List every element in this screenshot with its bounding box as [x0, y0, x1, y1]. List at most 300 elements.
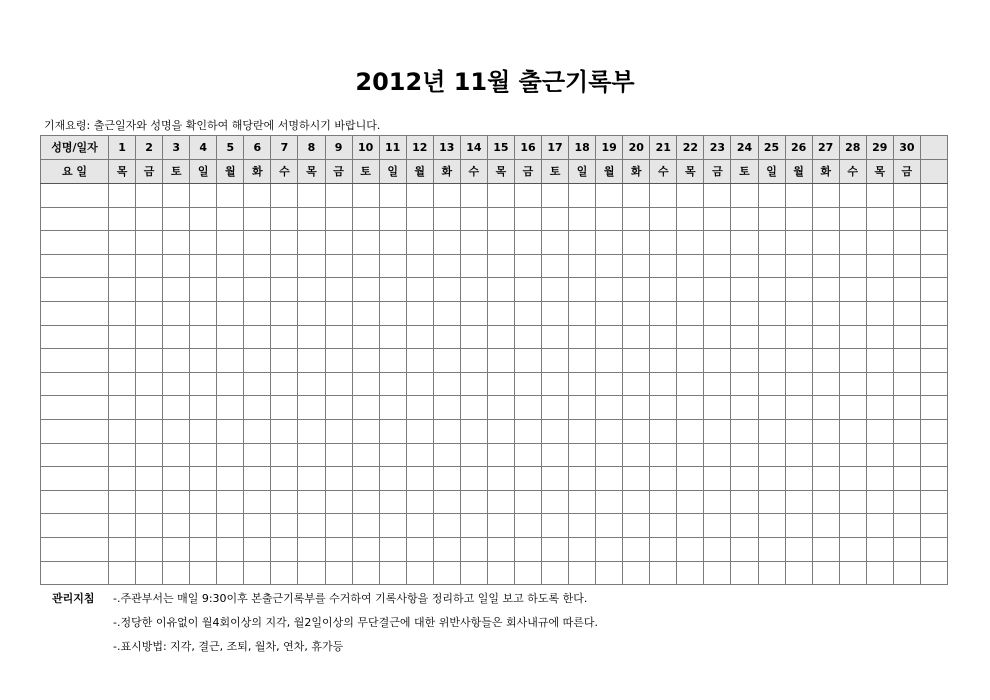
signature-cell[interactable]	[514, 561, 541, 585]
signature-cell[interactable]	[244, 278, 271, 302]
signature-cell[interactable]	[785, 396, 812, 420]
signature-cell[interactable]	[217, 561, 244, 585]
signature-cell[interactable]	[731, 231, 758, 255]
signature-cell[interactable]	[920, 325, 947, 349]
signature-cell[interactable]	[704, 537, 731, 561]
employee-name-cell[interactable]	[41, 231, 109, 255]
signature-cell[interactable]	[190, 278, 217, 302]
signature-cell[interactable]	[812, 231, 839, 255]
signature-cell[interactable]	[406, 561, 433, 585]
signature-cell[interactable]	[379, 514, 406, 538]
signature-cell[interactable]	[650, 443, 677, 467]
signature-cell[interactable]	[325, 537, 352, 561]
signature-cell[interactable]	[514, 254, 541, 278]
signature-cell[interactable]	[352, 278, 379, 302]
signature-cell[interactable]	[677, 561, 704, 585]
signature-cell[interactable]	[460, 207, 487, 231]
signature-cell[interactable]	[677, 349, 704, 373]
signature-cell[interactable]	[514, 537, 541, 561]
signature-cell[interactable]	[298, 254, 325, 278]
signature-cell[interactable]	[433, 184, 460, 208]
signature-cell[interactable]	[731, 561, 758, 585]
signature-cell[interactable]	[812, 443, 839, 467]
signature-cell[interactable]	[487, 184, 514, 208]
signature-cell[interactable]	[677, 301, 704, 325]
signature-cell[interactable]	[460, 490, 487, 514]
signature-cell[interactable]	[217, 514, 244, 538]
signature-cell[interactable]	[217, 372, 244, 396]
signature-cell[interactable]	[271, 419, 298, 443]
signature-cell[interactable]	[650, 514, 677, 538]
signature-cell[interactable]	[542, 514, 569, 538]
signature-cell[interactable]	[298, 184, 325, 208]
signature-cell[interactable]	[244, 537, 271, 561]
signature-cell[interactable]	[839, 561, 866, 585]
signature-cell[interactable]	[839, 443, 866, 467]
signature-cell[interactable]	[514, 184, 541, 208]
signature-cell[interactable]	[271, 443, 298, 467]
signature-cell[interactable]	[379, 254, 406, 278]
signature-cell[interactable]	[866, 396, 893, 420]
signature-cell[interactable]	[920, 349, 947, 373]
signature-cell[interactable]	[406, 184, 433, 208]
signature-cell[interactable]	[785, 514, 812, 538]
signature-cell[interactable]	[866, 207, 893, 231]
signature-cell[interactable]	[839, 231, 866, 255]
signature-cell[interactable]	[271, 396, 298, 420]
signature-cell[interactable]	[244, 467, 271, 491]
signature-cell[interactable]	[785, 207, 812, 231]
signature-cell[interactable]	[298, 467, 325, 491]
signature-cell[interactable]	[704, 349, 731, 373]
signature-cell[interactable]	[623, 514, 650, 538]
signature-cell[interactable]	[352, 254, 379, 278]
signature-cell[interactable]	[731, 349, 758, 373]
signature-cell[interactable]	[812, 372, 839, 396]
signature-cell[interactable]	[298, 372, 325, 396]
signature-cell[interactable]	[542, 467, 569, 491]
signature-cell[interactable]	[379, 561, 406, 585]
signature-cell[interactable]	[406, 443, 433, 467]
signature-cell[interactable]	[812, 490, 839, 514]
signature-cell[interactable]	[244, 419, 271, 443]
signature-cell[interactable]	[460, 278, 487, 302]
signature-cell[interactable]	[406, 372, 433, 396]
signature-cell[interactable]	[271, 254, 298, 278]
signature-cell[interactable]	[569, 561, 596, 585]
signature-cell[interactable]	[839, 514, 866, 538]
signature-cell[interactable]	[109, 207, 136, 231]
signature-cell[interactable]	[596, 372, 623, 396]
signature-cell[interactable]	[569, 419, 596, 443]
signature-cell[interactable]	[352, 231, 379, 255]
signature-cell[interactable]	[163, 514, 190, 538]
signature-cell[interactable]	[893, 537, 920, 561]
signature-cell[interactable]	[839, 207, 866, 231]
signature-cell[interactable]	[217, 419, 244, 443]
signature-cell[interactable]	[325, 467, 352, 491]
employee-name-cell[interactable]	[41, 184, 109, 208]
signature-cell[interactable]	[379, 443, 406, 467]
signature-cell[interactable]	[109, 419, 136, 443]
signature-cell[interactable]	[893, 325, 920, 349]
signature-cell[interactable]	[190, 372, 217, 396]
signature-cell[interactable]	[542, 184, 569, 208]
signature-cell[interactable]	[920, 396, 947, 420]
signature-cell[interactable]	[731, 254, 758, 278]
signature-cell[interactable]	[460, 396, 487, 420]
signature-cell[interactable]	[379, 419, 406, 443]
signature-cell[interactable]	[163, 184, 190, 208]
signature-cell[interactable]	[244, 561, 271, 585]
signature-cell[interactable]	[163, 231, 190, 255]
signature-cell[interactable]	[433, 514, 460, 538]
signature-cell[interactable]	[731, 537, 758, 561]
signature-cell[interactable]	[109, 231, 136, 255]
signature-cell[interactable]	[271, 349, 298, 373]
signature-cell[interactable]	[920, 231, 947, 255]
signature-cell[interactable]	[136, 443, 163, 467]
signature-cell[interactable]	[758, 349, 785, 373]
signature-cell[interactable]	[325, 278, 352, 302]
signature-cell[interactable]	[542, 561, 569, 585]
employee-name-cell[interactable]	[41, 396, 109, 420]
signature-cell[interactable]	[812, 396, 839, 420]
signature-cell[interactable]	[406, 325, 433, 349]
signature-cell[interactable]	[325, 301, 352, 325]
signature-cell[interactable]	[731, 184, 758, 208]
employee-name-cell[interactable]	[41, 514, 109, 538]
signature-cell[interactable]	[731, 514, 758, 538]
signature-cell[interactable]	[379, 325, 406, 349]
signature-cell[interactable]	[325, 372, 352, 396]
signature-cell[interactable]	[109, 301, 136, 325]
signature-cell[interactable]	[109, 325, 136, 349]
signature-cell[interactable]	[352, 301, 379, 325]
signature-cell[interactable]	[244, 396, 271, 420]
signature-cell[interactable]	[596, 207, 623, 231]
signature-cell[interactable]	[569, 301, 596, 325]
signature-cell[interactable]	[866, 349, 893, 373]
signature-cell[interactable]	[271, 278, 298, 302]
signature-cell[interactable]	[758, 467, 785, 491]
signature-cell[interactable]	[406, 231, 433, 255]
signature-cell[interactable]	[893, 349, 920, 373]
signature-cell[interactable]	[487, 514, 514, 538]
signature-cell[interactable]	[785, 372, 812, 396]
signature-cell[interactable]	[920, 301, 947, 325]
signature-cell[interactable]	[325, 325, 352, 349]
signature-cell[interactable]	[487, 537, 514, 561]
signature-cell[interactable]	[460, 467, 487, 491]
signature-cell[interactable]	[163, 561, 190, 585]
signature-cell[interactable]	[325, 207, 352, 231]
signature-cell[interactable]	[920, 514, 947, 538]
signature-cell[interactable]	[704, 207, 731, 231]
signature-cell[interactable]	[596, 301, 623, 325]
signature-cell[interactable]	[298, 537, 325, 561]
signature-cell[interactable]	[325, 254, 352, 278]
signature-cell[interactable]	[839, 325, 866, 349]
signature-cell[interactable]	[298, 301, 325, 325]
signature-cell[interactable]	[704, 443, 731, 467]
signature-cell[interactable]	[325, 184, 352, 208]
signature-cell[interactable]	[866, 231, 893, 255]
signature-cell[interactable]	[677, 278, 704, 302]
signature-cell[interactable]	[379, 207, 406, 231]
signature-cell[interactable]	[514, 278, 541, 302]
signature-cell[interactable]	[514, 231, 541, 255]
signature-cell[interactable]	[379, 537, 406, 561]
signature-cell[interactable]	[650, 207, 677, 231]
signature-cell[interactable]	[623, 396, 650, 420]
signature-cell[interactable]	[460, 254, 487, 278]
signature-cell[interactable]	[623, 254, 650, 278]
signature-cell[interactable]	[812, 419, 839, 443]
signature-cell[interactable]	[569, 184, 596, 208]
signature-cell[interactable]	[785, 443, 812, 467]
signature-cell[interactable]	[704, 325, 731, 349]
signature-cell[interactable]	[514, 207, 541, 231]
signature-cell[interactable]	[542, 254, 569, 278]
signature-cell[interactable]	[731, 325, 758, 349]
signature-cell[interactable]	[379, 490, 406, 514]
signature-cell[interactable]	[352, 467, 379, 491]
signature-cell[interactable]	[596, 349, 623, 373]
signature-cell[interactable]	[325, 419, 352, 443]
signature-cell[interactable]	[298, 231, 325, 255]
signature-cell[interactable]	[677, 396, 704, 420]
signature-cell[interactable]	[839, 301, 866, 325]
signature-cell[interactable]	[542, 396, 569, 420]
signature-cell[interactable]	[217, 184, 244, 208]
signature-cell[interactable]	[704, 254, 731, 278]
signature-cell[interactable]	[244, 443, 271, 467]
signature-cell[interactable]	[190, 514, 217, 538]
signature-cell[interactable]	[920, 278, 947, 302]
signature-cell[interactable]	[758, 278, 785, 302]
signature-cell[interactable]	[893, 561, 920, 585]
employee-name-cell[interactable]	[41, 278, 109, 302]
signature-cell[interactable]	[542, 301, 569, 325]
signature-cell[interactable]	[785, 184, 812, 208]
signature-cell[interactable]	[487, 278, 514, 302]
signature-cell[interactable]	[596, 467, 623, 491]
signature-cell[interactable]	[433, 231, 460, 255]
signature-cell[interactable]	[514, 443, 541, 467]
signature-cell[interactable]	[650, 467, 677, 491]
signature-cell[interactable]	[136, 467, 163, 491]
signature-cell[interactable]	[190, 396, 217, 420]
signature-cell[interactable]	[596, 325, 623, 349]
signature-cell[interactable]	[487, 443, 514, 467]
signature-cell[interactable]	[785, 561, 812, 585]
signature-cell[interactable]	[406, 207, 433, 231]
signature-cell[interactable]	[217, 207, 244, 231]
signature-cell[interactable]	[569, 278, 596, 302]
signature-cell[interactable]	[758, 419, 785, 443]
signature-cell[interactable]	[460, 561, 487, 585]
signature-cell[interactable]	[596, 231, 623, 255]
signature-cell[interactable]	[136, 207, 163, 231]
signature-cell[interactable]	[623, 467, 650, 491]
signature-cell[interactable]	[596, 537, 623, 561]
signature-cell[interactable]	[163, 419, 190, 443]
signature-cell[interactable]	[271, 325, 298, 349]
signature-cell[interactable]	[704, 396, 731, 420]
signature-cell[interactable]	[217, 278, 244, 302]
signature-cell[interactable]	[920, 490, 947, 514]
signature-cell[interactable]	[136, 278, 163, 302]
signature-cell[interactable]	[542, 325, 569, 349]
signature-cell[interactable]	[758, 537, 785, 561]
signature-cell[interactable]	[704, 467, 731, 491]
signature-cell[interactable]	[136, 184, 163, 208]
signature-cell[interactable]	[433, 207, 460, 231]
signature-cell[interactable]	[650, 372, 677, 396]
signature-cell[interactable]	[136, 231, 163, 255]
signature-cell[interactable]	[190, 561, 217, 585]
signature-cell[interactable]	[217, 443, 244, 467]
signature-cell[interactable]	[920, 561, 947, 585]
signature-cell[interactable]	[569, 254, 596, 278]
signature-cell[interactable]	[352, 396, 379, 420]
signature-cell[interactable]	[271, 467, 298, 491]
signature-cell[interactable]	[758, 207, 785, 231]
signature-cell[interactable]	[460, 443, 487, 467]
signature-cell[interactable]	[271, 301, 298, 325]
signature-cell[interactable]	[704, 561, 731, 585]
signature-cell[interactable]	[433, 561, 460, 585]
signature-cell[interactable]	[163, 301, 190, 325]
signature-cell[interactable]	[136, 254, 163, 278]
signature-cell[interactable]	[487, 467, 514, 491]
signature-cell[interactable]	[136, 349, 163, 373]
signature-cell[interactable]	[352, 490, 379, 514]
signature-cell[interactable]	[758, 396, 785, 420]
signature-cell[interactable]	[812, 325, 839, 349]
signature-cell[interactable]	[271, 184, 298, 208]
signature-cell[interactable]	[217, 325, 244, 349]
signature-cell[interactable]	[542, 537, 569, 561]
signature-cell[interactable]	[623, 561, 650, 585]
signature-cell[interactable]	[866, 443, 893, 467]
signature-cell[interactable]	[839, 396, 866, 420]
signature-cell[interactable]	[190, 490, 217, 514]
signature-cell[interactable]	[352, 372, 379, 396]
signature-cell[interactable]	[487, 325, 514, 349]
signature-cell[interactable]	[433, 254, 460, 278]
signature-cell[interactable]	[731, 301, 758, 325]
signature-cell[interactable]	[596, 278, 623, 302]
signature-cell[interactable]	[542, 278, 569, 302]
signature-cell[interactable]	[623, 419, 650, 443]
signature-cell[interactable]	[650, 396, 677, 420]
signature-cell[interactable]	[785, 325, 812, 349]
signature-cell[interactable]	[893, 419, 920, 443]
signature-cell[interactable]	[758, 301, 785, 325]
signature-cell[interactable]	[677, 325, 704, 349]
signature-cell[interactable]	[379, 301, 406, 325]
signature-cell[interactable]	[677, 443, 704, 467]
signature-cell[interactable]	[244, 254, 271, 278]
signature-cell[interactable]	[217, 396, 244, 420]
signature-cell[interactable]	[271, 207, 298, 231]
signature-cell[interactable]	[785, 419, 812, 443]
signature-cell[interactable]	[136, 419, 163, 443]
signature-cell[interactable]	[569, 537, 596, 561]
signature-cell[interactable]	[677, 231, 704, 255]
signature-cell[interactable]	[596, 443, 623, 467]
signature-cell[interactable]	[731, 207, 758, 231]
signature-cell[interactable]	[812, 254, 839, 278]
signature-cell[interactable]	[244, 231, 271, 255]
signature-cell[interactable]	[866, 537, 893, 561]
signature-cell[interactable]	[812, 514, 839, 538]
signature-cell[interactable]	[839, 349, 866, 373]
signature-cell[interactable]	[433, 443, 460, 467]
signature-cell[interactable]	[704, 301, 731, 325]
signature-cell[interactable]	[650, 561, 677, 585]
signature-cell[interactable]	[136, 325, 163, 349]
signature-cell[interactable]	[785, 537, 812, 561]
employee-name-cell[interactable]	[41, 467, 109, 491]
signature-cell[interactable]	[163, 325, 190, 349]
signature-cell[interactable]	[460, 372, 487, 396]
signature-cell[interactable]	[514, 301, 541, 325]
signature-cell[interactable]	[704, 490, 731, 514]
signature-cell[interactable]	[866, 278, 893, 302]
signature-cell[interactable]	[244, 490, 271, 514]
signature-cell[interactable]	[271, 514, 298, 538]
signature-cell[interactable]	[217, 254, 244, 278]
signature-cell[interactable]	[136, 514, 163, 538]
signature-cell[interactable]	[325, 490, 352, 514]
signature-cell[interactable]	[893, 514, 920, 538]
signature-cell[interactable]	[190, 419, 217, 443]
signature-cell[interactable]	[487, 207, 514, 231]
signature-cell[interactable]	[514, 396, 541, 420]
signature-cell[interactable]	[433, 537, 460, 561]
signature-cell[interactable]	[163, 207, 190, 231]
signature-cell[interactable]	[190, 443, 217, 467]
signature-cell[interactable]	[704, 372, 731, 396]
signature-cell[interactable]	[812, 301, 839, 325]
signature-cell[interactable]	[352, 184, 379, 208]
employee-name-cell[interactable]	[41, 301, 109, 325]
signature-cell[interactable]	[785, 467, 812, 491]
signature-cell[interactable]	[839, 372, 866, 396]
signature-cell[interactable]	[677, 372, 704, 396]
signature-cell[interactable]	[352, 207, 379, 231]
signature-cell[interactable]	[136, 396, 163, 420]
signature-cell[interactable]	[596, 561, 623, 585]
signature-cell[interactable]	[650, 325, 677, 349]
signature-cell[interactable]	[893, 490, 920, 514]
signature-cell[interactable]	[623, 349, 650, 373]
signature-cell[interactable]	[758, 184, 785, 208]
signature-cell[interactable]	[758, 325, 785, 349]
signature-cell[interactable]	[190, 301, 217, 325]
signature-cell[interactable]	[325, 231, 352, 255]
signature-cell[interactable]	[839, 184, 866, 208]
signature-cell[interactable]	[785, 231, 812, 255]
signature-cell[interactable]	[893, 184, 920, 208]
signature-cell[interactable]	[433, 419, 460, 443]
signature-cell[interactable]	[136, 561, 163, 585]
signature-cell[interactable]	[623, 278, 650, 302]
signature-cell[interactable]	[136, 490, 163, 514]
